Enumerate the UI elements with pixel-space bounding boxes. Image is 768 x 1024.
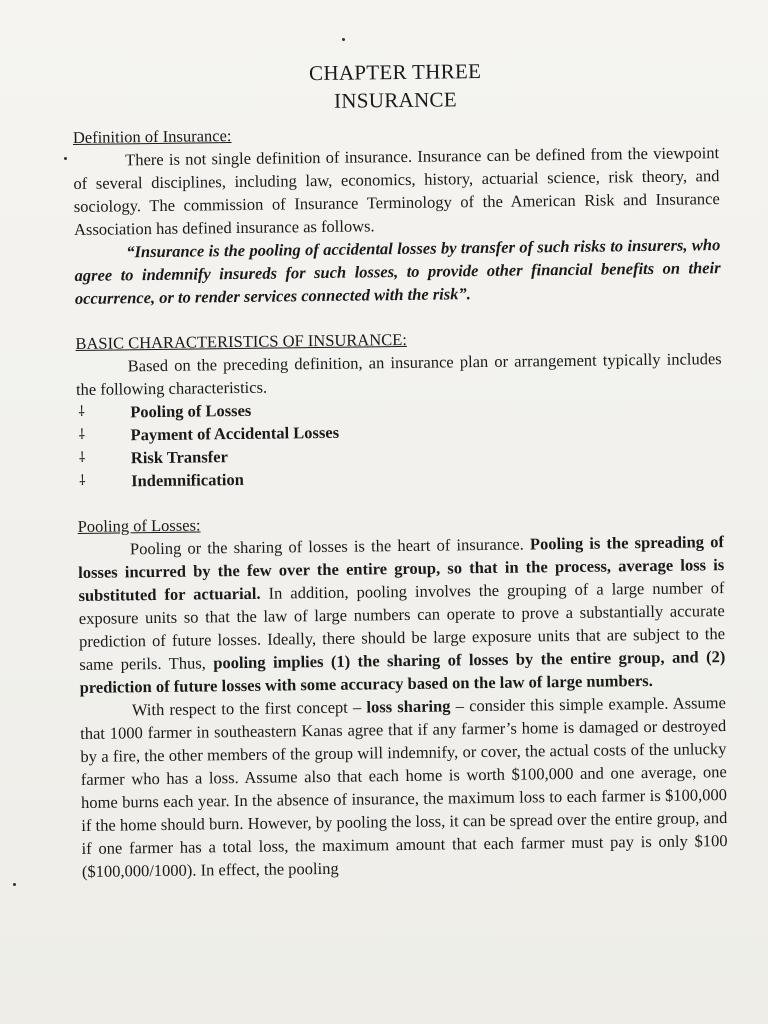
pooling-paragraph-1 bbox=[78, 530, 726, 699]
text-run-bold: Pooling is the spreading of losses incurred by the few over the entire group, so that in the process, average loss is substituted for actuarial. bbox=[78, 532, 725, 605]
text-run-bold: loss sharing bbox=[366, 696, 451, 717]
text-run: With respect to the first concept – bbox=[131, 697, 367, 720]
bullet-icon: ⸸ bbox=[78, 427, 86, 443]
text-run: – consider this simple example. Assume that 1000 farmer in southeastern Kanas agree that if any farmer’s home is damaged or destroyed by a fire, the other members of the group will indemnify, or cover, the actual costs of the unlucky farmer who has a loss. Assume also that each home is worth $100,000 and one average, one home burns each year. In the absence of insurance, the maximum loss to each farmer is $100,000 if the home should burn. However, by pooling the loss, it can be spread over the entire group, and if one farmer has a total loss, the maximum amount that each farmer must pay is only $100 ($100,000/1000). In effect, the pooling bbox=[80, 693, 728, 881]
definition-quote: “Insurance is the pooling of accidental losses by transfer of such risks to insurers, who agree to indemnify insureds for such losses, to provide other financial benefits on their occurrence, or to render services connected with the risk”. bbox=[74, 235, 721, 308]
text-run: In addition, pooling involves the grouping of a large number of exposure units so that the law of large numbers can operate to prove a substantially accurate prediction of future losses. Ideally, there should be large exposure units that are subject to the same perils. Thus, bbox=[78, 578, 726, 674]
list-item-label: Indemnification bbox=[131, 469, 244, 491]
text-run: Pooling or the sharing of losses is the heart of insurance. bbox=[129, 534, 531, 559]
definition-paragraph: There is not single definition of insurance. Insurance can be defined from the viewpoint of several disciplines, including law, economics, history, actuarial science, risk theory, and sociology. The commission of Insurance Terminology of the American Risk and Insurance Association has defined insurance as follows. bbox=[73, 143, 720, 239]
document-body bbox=[72, 54, 728, 883]
chapter-subtitle: INSURANCE bbox=[333, 87, 458, 113]
pooling-paragraph-2 bbox=[80, 691, 728, 883]
definition-heading: Definition of Insurance: bbox=[72, 126, 232, 147]
list-item-label: Risk Transfer bbox=[130, 447, 228, 468]
bullet-icon: ⸸ bbox=[78, 450, 86, 466]
text-run-bold: pooling implies (1) the sharing of losses by the entire group, and (2) prediction of future losses with some accuracy based on the law of large numbers. bbox=[79, 647, 726, 697]
speck-mark bbox=[13, 883, 16, 886]
speck-mark bbox=[64, 157, 67, 160]
bullet-icon: ⸸ bbox=[78, 404, 85, 420]
list-item-label: Pooling of Losses bbox=[130, 400, 252, 422]
characteristics-list bbox=[76, 393, 723, 493]
pooling-heading: Pooling of Losses: bbox=[77, 515, 201, 536]
chapter-title: CHAPTER THREE bbox=[308, 59, 482, 86]
list-item-label: Payment of Accidental Losses bbox=[130, 422, 340, 445]
characteristics-intro: Based on the preceding definition, an insurance plan or arrangement typically includes the following characteristics. bbox=[75, 349, 722, 399]
speck-mark bbox=[342, 38, 345, 41]
characteristics-heading: BASIC CHARACTERISTICS OF INSURANCE: bbox=[75, 329, 407, 353]
bullet-icon: ⸸ bbox=[79, 473, 86, 489]
